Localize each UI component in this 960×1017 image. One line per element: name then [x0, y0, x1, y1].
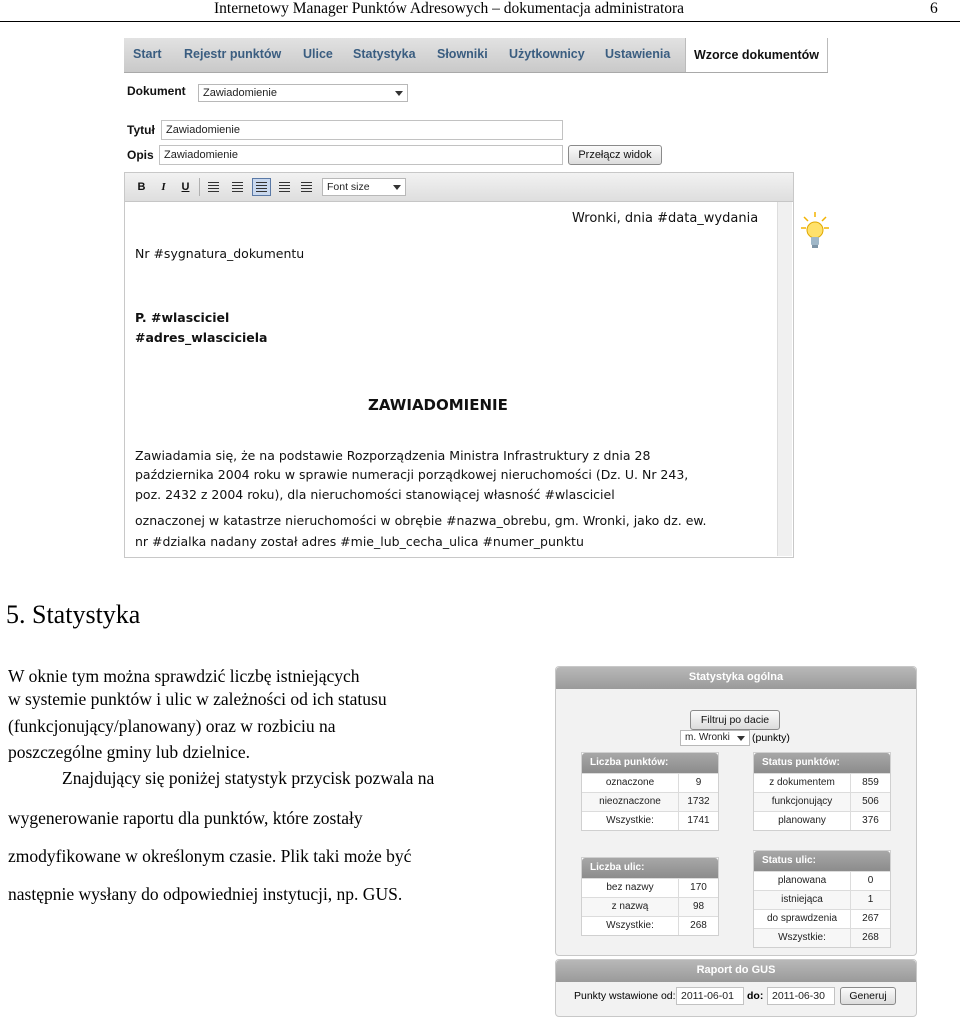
units-label: (punkty): [752, 732, 790, 744]
row-key: do sprawdzenia: [754, 910, 851, 928]
header-rule: [0, 21, 960, 22]
align-center-icon[interactable]: [229, 179, 246, 195]
generate-button[interactable]: Generuj: [840, 987, 896, 1005]
municipality-value: m. Wronki: [685, 732, 730, 743]
description-label: Opis: [127, 148, 154, 162]
chevron-down-icon: [737, 736, 745, 741]
from-label: Punkty wstawione od:: [574, 990, 676, 1002]
title-label: Tytuł: [127, 123, 155, 137]
row-key: bez nazwy: [582, 879, 679, 897]
menu-streets[interactable]: Ulice: [303, 47, 333, 61]
body-line: października 2004 roku w sprawie numeracji porządkowej nieruchomości (Dz. U. Nr 243,: [135, 467, 689, 482]
table-row: [582, 916, 718, 935]
toggle-view-button[interactable]: Przełącz widok: [568, 145, 662, 165]
document-heading: ZAWIADOMIENIE: [368, 396, 508, 414]
table-header: Status ulic:: [754, 851, 890, 871]
align-left-icon[interactable]: [205, 179, 222, 195]
panel-title: Statystyka ogólna: [556, 667, 916, 689]
paragraph-line: w systemie punktów i ulic w zależności od ich statusu: [8, 689, 387, 709]
row-value: 1732: [687, 796, 710, 807]
points-status-table: [753, 752, 891, 831]
table-header: Liczba ulic:: [582, 858, 718, 878]
from-date-field[interactable]: 2011-06-01: [676, 987, 744, 1005]
paragraph-line: W oknie tym można sprawdzić liczbę istniejących: [8, 666, 360, 686]
place-date-placeholder: Wronki, dnia #data_wydania: [572, 211, 759, 226]
row-key: Wszystkie:: [582, 917, 679, 935]
body-line: poz. 2432 z 2004 roku), dla nieruchomości stanowiącej własność #wlasciciel: [135, 487, 615, 502]
gus-panel-title: Raport do GUS: [556, 960, 916, 982]
align-justify-icon[interactable]: [276, 179, 293, 195]
table-row: [754, 773, 890, 792]
municipality-select[interactable]: [680, 730, 750, 746]
paragraph-line: (funkcjonujący/planowany) oraz w rozbiciu na: [8, 716, 336, 736]
points-count-table: [581, 752, 719, 831]
align-right-icon[interactable]: [252, 178, 271, 196]
chevron-down-icon: [393, 185, 401, 190]
row-value: 170: [690, 882, 707, 893]
menu-document-templates[interactable]: Wzorce dokumentów: [685, 38, 828, 72]
rich-text-editor[interactable]: [124, 172, 794, 558]
editor-scrollbar[interactable]: [777, 202, 792, 556]
font-size-label: Font size: [327, 181, 370, 193]
row-value: 1741: [687, 815, 710, 826]
document-label: Dokument: [127, 84, 186, 98]
document-select-value: Zawiadomienie: [203, 87, 277, 99]
row-key: planowana: [754, 872, 851, 890]
to-label: do:: [747, 990, 764, 1002]
table-header: Status punktów:: [754, 753, 890, 773]
filter-by-date-button[interactable]: Filtruj po dacie: [690, 710, 780, 730]
menu-dictionaries[interactable]: Słowniki: [437, 47, 488, 61]
row-key: planowany: [754, 812, 851, 830]
table-header: Liczba punktów:: [582, 753, 718, 773]
title-field[interactable]: Zawiadomienie: [161, 120, 563, 140]
table-row: [754, 928, 890, 947]
table-row: [754, 871, 890, 890]
row-key: z dokumentem: [754, 774, 851, 792]
signature-placeholder: Nr #sygnatura_dokumentu: [135, 246, 305, 261]
row-key: Wszystkie:: [754, 929, 851, 947]
row-value: 268: [690, 920, 707, 931]
owner-address-placeholder: #adres_wlasciciela: [135, 330, 268, 345]
document-select[interactable]: [198, 84, 408, 102]
paragraph-line: następnie wysłany do odpowiedniej instytucji, np. GUS.: [8, 884, 403, 904]
table-row: [754, 792, 890, 811]
row-value: 9: [695, 777, 702, 788]
chevron-down-icon: [395, 91, 403, 96]
row-value: 268: [862, 932, 879, 943]
table-row: [582, 811, 718, 830]
paragraph-line: wygenerowanie raportu dla punktów, które zostały: [8, 808, 363, 828]
main-menu: [124, 38, 828, 73]
table-row: [754, 909, 890, 928]
to-date-field[interactable]: 2011-06-30: [767, 987, 835, 1005]
row-key: funkcjonujący: [754, 793, 851, 811]
menu-address-register[interactable]: Rejestr punktów: [184, 47, 282, 61]
menu-statistics[interactable]: Statystyka: [353, 47, 416, 61]
lightbulb-icon[interactable]: [800, 210, 830, 256]
table-row: [582, 878, 718, 897]
menu-start[interactable]: Start: [133, 47, 162, 61]
body-line: Zawiadamia się, że na podstawie Rozporządzenia Ministra Infrastruktury z dnia 28: [135, 448, 651, 463]
paragraph-line: poszczególne gminy lub dzielnice.: [8, 742, 251, 762]
description-field[interactable]: Zawiadomienie: [159, 145, 563, 165]
font-size-select[interactable]: [322, 178, 406, 196]
row-key: z nazwą: [582, 898, 679, 916]
toolbar-separator: [199, 178, 200, 196]
underline-button[interactable]: U: [181, 181, 190, 193]
gus-report-panel: [555, 959, 917, 1017]
table-row: [582, 773, 718, 792]
streets-status-table: [753, 850, 891, 948]
page-header: [0, 0, 960, 22]
owner-placeholder: P. #wlasciciel: [135, 310, 230, 325]
body-line: nr #dzialka nadany został adres #mie_lub_cecha_ulica #numer_punktu: [135, 534, 584, 549]
streets-count-table: [581, 857, 719, 936]
row-value: 376: [862, 815, 879, 826]
list-icon[interactable]: [298, 179, 315, 195]
row-value: 859: [862, 777, 879, 788]
row-value: 1: [867, 894, 874, 905]
editor-toolbar: [125, 173, 793, 202]
row-key: istniejąca: [754, 891, 851, 909]
header-title: Internetowy Manager Punktów Adresowych – dokumentacja administratora: [214, 0, 685, 17]
table-row: [582, 792, 718, 811]
menu-users[interactable]: Użytkownicy: [509, 47, 585, 61]
page-number: 6: [930, 0, 938, 17]
table-row: [754, 890, 890, 909]
template-editor-screenshot: [124, 38, 828, 556]
row-value: 506: [862, 796, 879, 807]
section-title: 5. Statystyka: [6, 600, 141, 629]
italic-button[interactable]: I: [161, 181, 166, 193]
row-key: oznaczone: [582, 774, 679, 792]
table-row: [582, 897, 718, 916]
row-value: 267: [862, 913, 879, 924]
row-key: nieoznaczone: [582, 793, 679, 811]
body-line: oznaczonej w katastrze nieruchomości w obrębie #nazwa_obrebu, gm. Wronki, jako dz. ew.: [135, 513, 707, 528]
row-value: 0: [867, 875, 874, 886]
statistics-screenshot: [555, 666, 917, 956]
row-key: Wszystkie:: [582, 812, 679, 830]
menu-settings[interactable]: Ustawienia: [605, 47, 671, 61]
paragraph-line: Znajdujący się poniżej statystyk przycisk pozwala na: [62, 768, 435, 788]
row-value: 98: [692, 901, 705, 912]
table-row: [754, 811, 890, 830]
bold-button[interactable]: B: [137, 181, 146, 193]
paragraph-line: zmodyfikowane w określonym czasie. Plik taki może być: [8, 846, 412, 866]
general-statistics-panel: [555, 666, 917, 956]
